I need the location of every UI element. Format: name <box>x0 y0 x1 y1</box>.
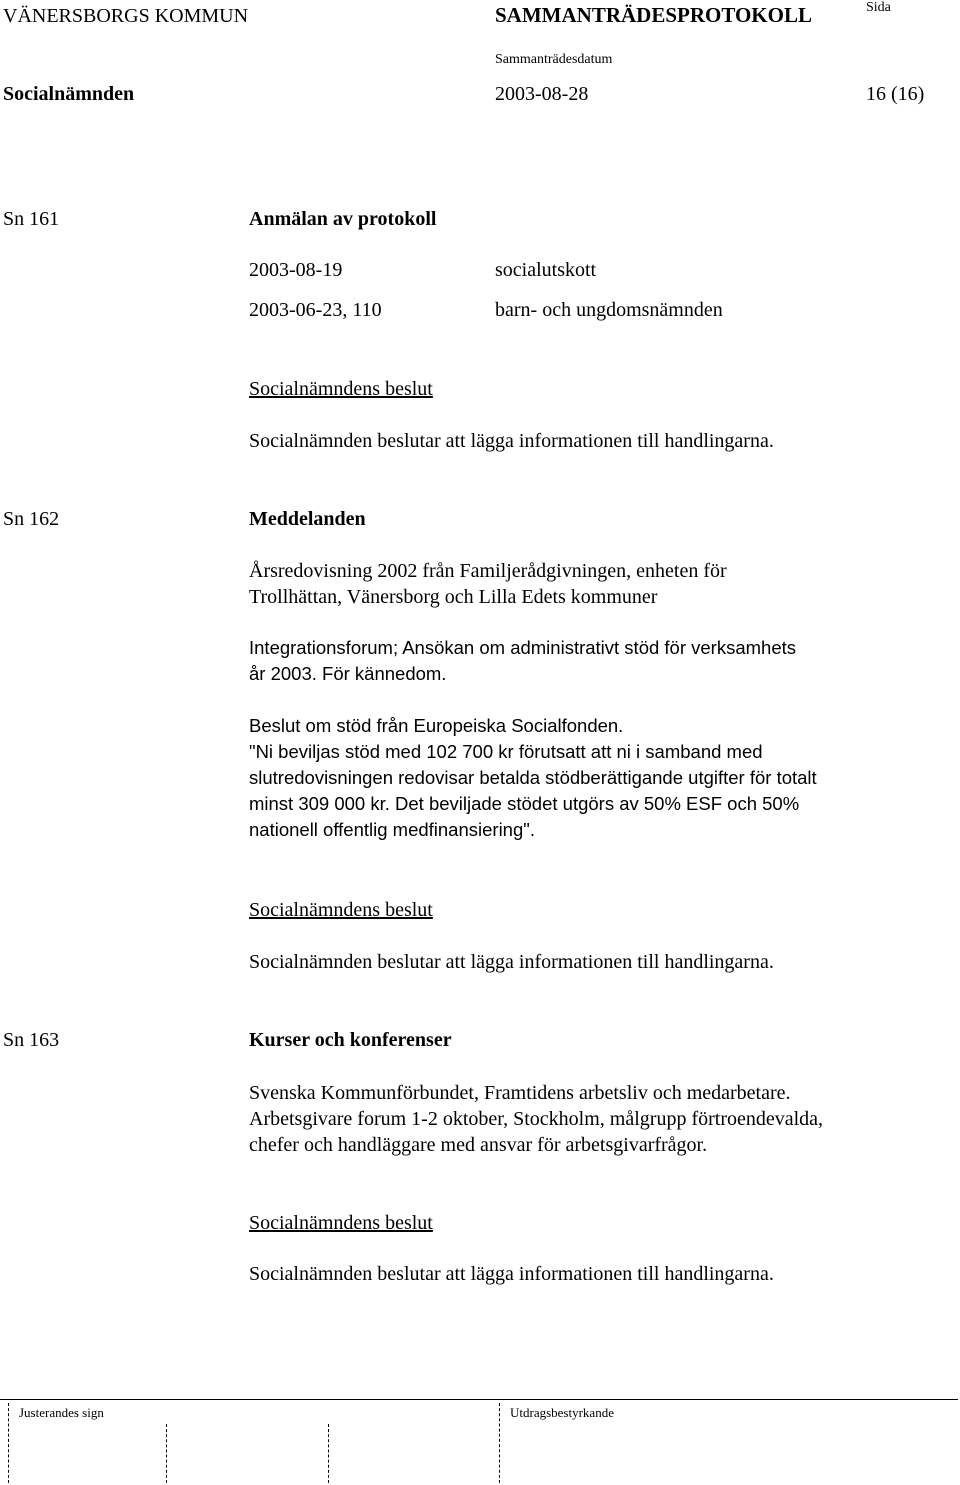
protocol-body: barn- och ungdomsnämnden <box>495 299 723 321</box>
footer-rule <box>0 1399 958 1400</box>
paragraph-line: nationell offentlig medfinansiering". <box>249 819 535 840</box>
decision-text: Socialnämnden beslutar att lägga informationen till handlingarna. <box>249 1263 774 1285</box>
section-number: Sn 161 <box>3 208 60 230</box>
page-label: Sida <box>866 0 891 15</box>
certification-label: Utdragsbestyrkande <box>510 1405 614 1420</box>
signature-label: Justerandes sign <box>19 1405 104 1420</box>
decision-text: Socialnämnden beslutar att lägga informationen till handlingarna. <box>249 430 774 452</box>
section-title: Kurser och konferenser <box>249 1029 452 1051</box>
protocol-date: 2003-06-23, 110 <box>249 299 382 321</box>
section-number: Sn 163 <box>3 1029 60 1051</box>
paragraph-line: slutredovisningen redovisar betalda stödberättigande utgifter för totalt <box>249 767 817 788</box>
page-number: 16 (16) <box>866 83 925 105</box>
paragraph-line: Integrationsforum; Ansökan om administrativt stöd för verksamhets <box>249 637 797 658</box>
section-title: Anmälan av protokoll <box>249 208 437 230</box>
notice-paragraph <box>249 635 949 687</box>
paragraph-line: chefer och handläggare med ansvar för arbetsgivarfrågor. <box>249 1134 708 1156</box>
paragraph-line: "Ni beviljas stöd med 102 700 kr förutsatt att ni i samband med <box>249 741 763 762</box>
notice-paragraph <box>249 1080 949 1158</box>
section-title: Meddelanden <box>249 508 366 530</box>
document-type: SAMMANTRÄDESPROTOKOLL <box>495 3 812 27</box>
notice-paragraph <box>249 558 949 610</box>
org-name: VÄNERSBORGS KOMMUN <box>3 5 249 27</box>
signature-box-divider <box>166 1424 167 1483</box>
decision-text: Socialnämnden beslutar att lägga informationen till handlingarna. <box>249 951 774 973</box>
paragraph-line: Beslut om stöd från Europeiska Socialfonden. <box>249 715 624 736</box>
signature-box-divider <box>8 1403 9 1483</box>
section-number: Sn 162 <box>3 508 60 530</box>
meeting-date: 2003-08-28 <box>495 83 589 105</box>
decision-heading: Socialnämndens beslut <box>249 1212 433 1234</box>
paragraph-line: Årsredovisning 2002 från Familjerådgivningen, enheten för <box>249 560 727 582</box>
notice-paragraph <box>249 713 949 843</box>
paragraph-line: Trollhättan, Vänersborg och Lilla Edets kommuner <box>249 586 658 608</box>
signature-box-divider <box>499 1403 500 1483</box>
paragraph-line: Svenska Kommunförbundet, Framtidens arbetsliv och medarbetare. <box>249 1082 791 1104</box>
signature-box-divider <box>328 1424 329 1483</box>
paragraph-line: Arbetsgivare forum 1-2 oktober, Stockholm, målgrupp förtroendevalda, <box>249 1108 824 1130</box>
meeting-date-label: Sammanträdesdatum <box>495 52 613 67</box>
paragraph-line: minst 309 000 kr. Det beviljade stödet utgörs av 50% ESF och 50% <box>249 793 800 814</box>
decision-heading: Socialnämndens beslut <box>249 378 433 400</box>
paragraph-line: år 2003. För kännedom. <box>249 663 447 684</box>
protocol-date: 2003-08-19 <box>249 259 343 281</box>
protocol-body: socialutskott <box>495 259 597 281</box>
committee-name: Socialnämnden <box>3 83 135 105</box>
decision-heading: Socialnämndens beslut <box>249 899 433 921</box>
